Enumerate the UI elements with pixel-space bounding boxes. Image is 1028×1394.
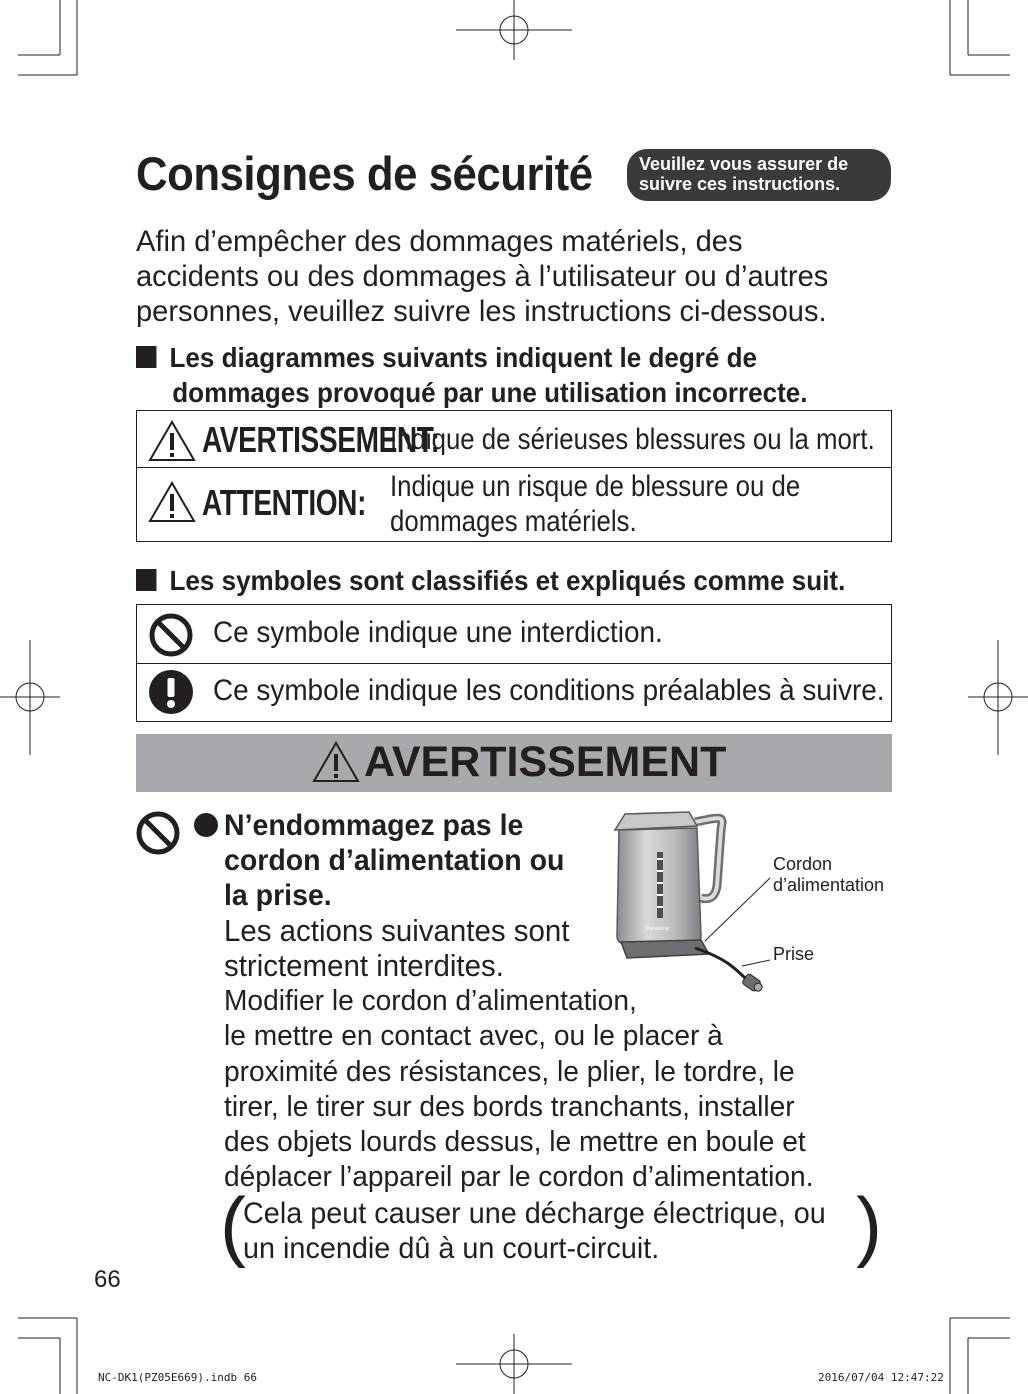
warning-body-line-5: proximité des résistances, le plier, le tordre, le (224, 1055, 795, 1088)
section-heading-levels (136, 340, 807, 410)
square-bullet-icon (136, 346, 156, 368)
close-parenthesis: ) (856, 1181, 882, 1269)
warning-band-triangle-icon (312, 741, 360, 783)
kettle-brand: Panasonic (646, 926, 670, 932)
footer-datetime: 2016/07/04 12:47:22 (818, 1371, 944, 1384)
warning-body-line-8: déplacer l’appareil par le cordon d’alimentation. (224, 1161, 814, 1194)
intro-line-1: Afin d’empêcher des dommages matériels, des (136, 225, 743, 258)
section-heading-symbols (136, 563, 845, 598)
symbol-desc-mandatory: Ce symbole indique les conditions préalables à suivre. (213, 674, 885, 707)
pill-line-1: Veuillez vous assurer de (639, 154, 849, 174)
section2-line-1: Les symboles sont classifiés et expliqués comme suit. (169, 565, 846, 596)
kettle-illustration (605, 808, 765, 998)
prohibition-icon (135, 810, 181, 856)
warning-body-line-2: strictement interdites. (224, 948, 504, 983)
level-desc-attention-line-1: Indique un risque de blessure ou de (390, 470, 801, 503)
pill-line-2: suivre ces instructions. (639, 174, 841, 194)
warning-title-line-2: cordon d’alimentation ou (224, 844, 565, 877)
intro-line-2: accidents ou des dommages à l’utilisateur ou d’autres (136, 260, 829, 293)
level-desc-avertissement: Indique de sérieuses blessures ou la mort. (390, 423, 875, 456)
section1-line-1: Les diagrammes suivants indiquent le degré de (169, 342, 758, 373)
warning-title-line-1: N’endommagez pas le (224, 809, 524, 842)
callout-cord-line-2: d’alimentation (773, 875, 885, 895)
warning-title-line-3: la prise. (224, 879, 332, 912)
symbol-desc-prohibition: Ce symbole indique une interdiction. (213, 616, 663, 649)
warning-body-line-1: Les actions suivantes sont (224, 913, 570, 948)
instruction-pill (627, 149, 891, 201)
footer-file: NC-DK1(PZ05E669).indb 66 (98, 1371, 257, 1384)
warning-item-body (224, 984, 814, 1196)
warning-note-line-2: un incendie dû à un court-circuit. (243, 1232, 660, 1265)
open-parenthesis: ( (220, 1181, 246, 1269)
intro-paragraph (136, 224, 873, 329)
callout-cord-line-1: Cordon (773, 854, 833, 874)
mandatory-icon (148, 669, 194, 715)
warning-item-intro (224, 913, 569, 983)
callout-plug: Prise (773, 944, 815, 964)
section1-line-2: dommages provoqué par une utilisation incorrecte. (172, 377, 808, 408)
square-bullet-icon (136, 569, 156, 591)
level-desc-attention (390, 469, 800, 539)
callout-cord (773, 854, 884, 896)
warning-body-line-4: le mettre en contact avec, ou le placer à (224, 1020, 723, 1053)
level-desc-attention-line-2: dommages matériels. (390, 505, 637, 538)
page-title: Consignes de sécurité (136, 147, 593, 200)
warning-triangle-icon (148, 420, 196, 462)
caution-triangle-icon (148, 481, 196, 523)
warning-body-line-6: tirer, le tirer sur des bords tranchants, installer (224, 1090, 795, 1123)
level-label-avertissement: AVERTISSEMENT: (202, 419, 440, 460)
warning-body-line-3: Modifier le cordon d’alimentation, (224, 985, 637, 1017)
warning-item-title (224, 808, 564, 913)
symbols-divider (136, 663, 892, 664)
warning-band-title: AVERTISSEMENT (364, 738, 727, 786)
prohibition-icon (148, 612, 194, 658)
warning-note-line-1: Cela peut causer une décharge électrique, ou (243, 1197, 826, 1230)
level-label-attention: ATTENTION: (202, 482, 367, 523)
warning-body-line-7: des objets lourds dessus, le mettre en boule et (224, 1126, 806, 1159)
levels-divider (136, 467, 892, 468)
round-bullet-icon (193, 812, 219, 838)
warning-item-note (243, 1196, 826, 1266)
page-number: 66 (94, 1266, 121, 1293)
intro-line-3: personnes, veuillez suivre les instructions ci-dessous. (136, 295, 827, 328)
